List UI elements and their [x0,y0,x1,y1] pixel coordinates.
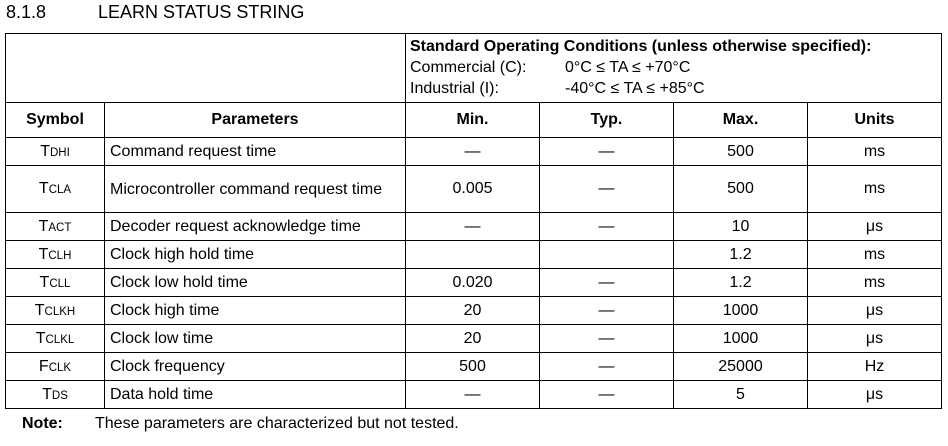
parameter-cell: Data hold time [105,381,406,409]
header-parameters: Parameters [105,103,406,138]
table-row [6,325,942,353]
table-row [6,381,942,409]
min-cell: 20 [406,325,540,353]
section-heading [6,2,304,23]
typ-cell: — [540,138,674,166]
symbol-cell [6,325,105,353]
units-cell: ms [808,166,942,213]
symbol-letter: T [40,142,50,160]
symbol-subscript: DS [51,389,68,402]
min-cell [406,241,540,269]
symbol-letter: T [35,329,46,347]
symbol-cell [6,353,105,381]
condition-label: Industrial (I): [410,80,499,97]
symbol-subscript: CLKH [44,305,76,318]
parameter-cell: Clock low hold time [105,269,406,297]
symbol-cell [6,166,105,213]
parameter-cell: Clock high time [105,297,406,325]
units-cell: Hz [808,353,942,381]
section-number: 8.1.8 [6,2,47,22]
condition-commercial [410,57,937,78]
units-cell: ms [808,241,942,269]
symbol-subscript: CLKL [45,333,75,346]
section-title: LEARN STATUS STRING [98,2,305,22]
symbol-subscript: DHI [49,146,70,159]
symbol-cell [6,213,105,241]
min-cell: — [406,213,540,241]
symbol-subscript: CLH [48,249,72,262]
conditions-title: Standard Operating Conditions (unless otherwise specified): [410,38,872,55]
symbol-letter: T [38,217,49,235]
header-min: Min. [406,103,540,138]
table-row [6,297,942,325]
parameter-cell: Clock high hold time [105,241,406,269]
table-row [6,213,942,241]
typ-cell: — [540,381,674,409]
max-cell: 1.2 [674,269,808,297]
units-cell: μs [808,325,942,353]
max-cell: 1000 [674,325,808,353]
typ-cell [540,241,674,269]
symbol-subscript: CLA [48,184,72,196]
header-typ: Typ. [540,103,674,138]
conditions-blank-cell [6,34,406,103]
symbol-letter: T [42,385,52,403]
min-cell: 0.020 [406,269,540,297]
typ-cell: — [540,325,674,353]
table-body [6,138,942,409]
symbol-letter: F [38,357,49,375]
typ-cell: — [540,297,674,325]
condition-range: -40°C ≤ TA ≤ +85°C [565,80,705,97]
symbol-cell [6,381,105,409]
symbol-subscript: CLK [48,361,72,374]
symbol-subscript: ACT [48,221,72,234]
table-row [6,353,942,381]
max-cell: 1.2 [674,241,808,269]
table-row [6,269,942,297]
units-cell: ms [808,138,942,166]
parameter-cell: Clock frequency [105,353,406,381]
symbol-letter: T [38,245,49,263]
units-cell: ms [808,269,942,297]
operating-conditions [406,34,942,103]
condition-industrial [410,78,937,99]
units-cell: μs [808,213,942,241]
symbol-cell [6,297,105,325]
note-label: Note: [22,415,63,432]
max-cell: 500 [674,166,808,213]
typ-cell: — [540,166,674,213]
condition-range: 0°C ≤ TA ≤ +70°C [565,59,691,76]
min-cell: — [406,138,540,166]
parameter-cell: Clock low time [105,325,406,353]
header-max: Max. [674,103,808,138]
symbol-cell [6,269,105,297]
min-cell: 20 [406,297,540,325]
table-row [6,241,942,269]
symbol-subscript: CLL [49,277,71,290]
symbol-letter: T [39,273,50,291]
table-row [6,138,942,166]
symbol-cell [6,138,105,166]
units-cell: μs [808,381,942,409]
max-cell: 5 [674,381,808,409]
symbol-letter: T [38,180,49,197]
min-cell: 0.005 [406,166,540,213]
max-cell: 10 [674,213,808,241]
condition-label: Commercial (C): [410,59,527,76]
min-cell: — [406,381,540,409]
timing-spec-table [5,33,942,409]
conditions-row [6,34,942,103]
header-units: Units [808,103,942,138]
parameter-cell: Microcontroller command request time [105,166,406,213]
max-cell: 25000 [674,353,808,381]
typ-cell: — [540,269,674,297]
symbol-letter: T [34,301,45,319]
units-cell: μs [808,297,942,325]
min-cell: 500 [406,353,540,381]
max-cell: 500 [674,138,808,166]
header-symbol: Symbol [6,103,105,138]
parameter-cell: Decoder request acknowledge time [105,213,406,241]
header-row [6,103,942,138]
table-note [22,415,459,433]
symbol-cell [6,241,105,269]
max-cell: 1000 [674,297,808,325]
parameter-cell: Command request time [105,138,406,166]
typ-cell: — [540,353,674,381]
typ-cell: — [540,213,674,241]
note-text: These parameters are characterized but not tested. [95,415,459,432]
table-row [6,166,942,213]
